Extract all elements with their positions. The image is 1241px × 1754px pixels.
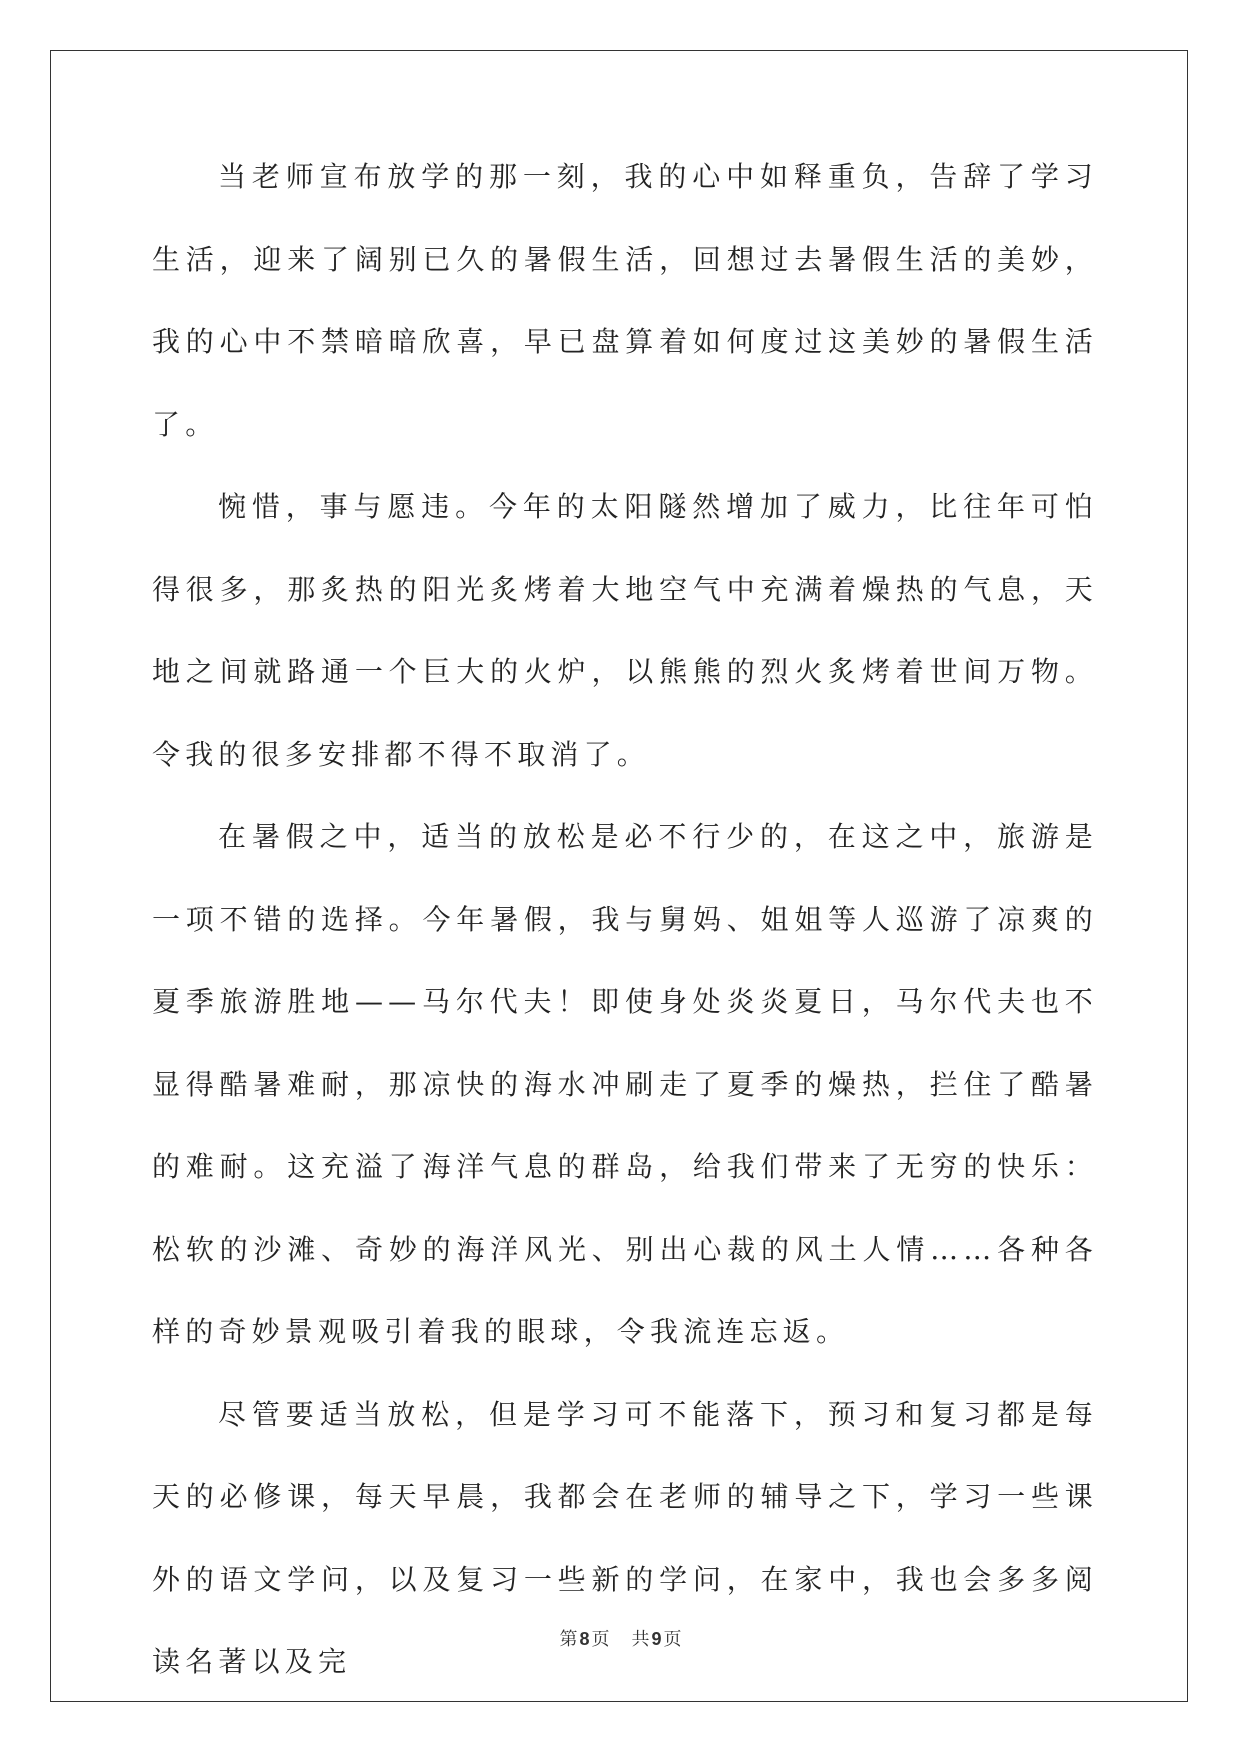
paragraph: 惋惜，事与愿违。今年的太阳隧然增加了威力，比往年可怕得很多，那炙热的阳光炙烤着大地空气中充满着燥热的气息，天地之间就路通一个巨大的火炉，以熊熊的烈火炙烤着世间万物。令我的很多安排都不得不取消了。	[152, 490, 1098, 771]
page-suffix: 页	[591, 1629, 610, 1650]
total-suffix: 页	[663, 1629, 682, 1650]
paragraph: 尽管要适当放松，但是学习可不能落下，预习和复习都是每天的必修课，每天早晨，我都会在老师的辅导之下，学习一些课外的语文学问，以及复习一些新的学问，在家中，我也会多多阅读名著以及完	[152, 1397, 1098, 1678]
total-prefix: 共	[631, 1629, 650, 1650]
total-page-number: 9	[651, 1629, 662, 1649]
page-prefix: 第	[559, 1629, 578, 1650]
paragraph: 在暑假之中，适当的放松是必不行少的，在这之中，旅游是一项不错的选择。今年暑假，我与舅妈、姐姐等人巡游了凉爽的夏季旅游胜地——马尔代夫！即使身处炎炎夏日，马尔代夫也不显得酷暑难耐，那凉快的海水冲刷走了夏季的燥热，拦住了酷暑的难耐。这充溢了海洋气息的群岛，给我们带来了无穷的快乐：松软的沙滩、奇妙的海洋风光、别出心裁的风土人情……各种各样的奇妙景观吸引着我的眼球，令我流连忘返。	[152, 820, 1098, 1348]
paragraph: 当老师宣布放学的那一刻，我的心中如释重负，告辞了学习生活，迎来了阔别已久的暑假生活，回想过去暑假生活的美妙，我的心中不禁暗暗欣喜，早已盘算着如何度过这美妙的暑假生活了。	[152, 160, 1098, 441]
page-footer	[0, 1625, 1241, 1651]
current-page-number: 8	[579, 1629, 590, 1649]
document-body	[152, 160, 1098, 1704]
